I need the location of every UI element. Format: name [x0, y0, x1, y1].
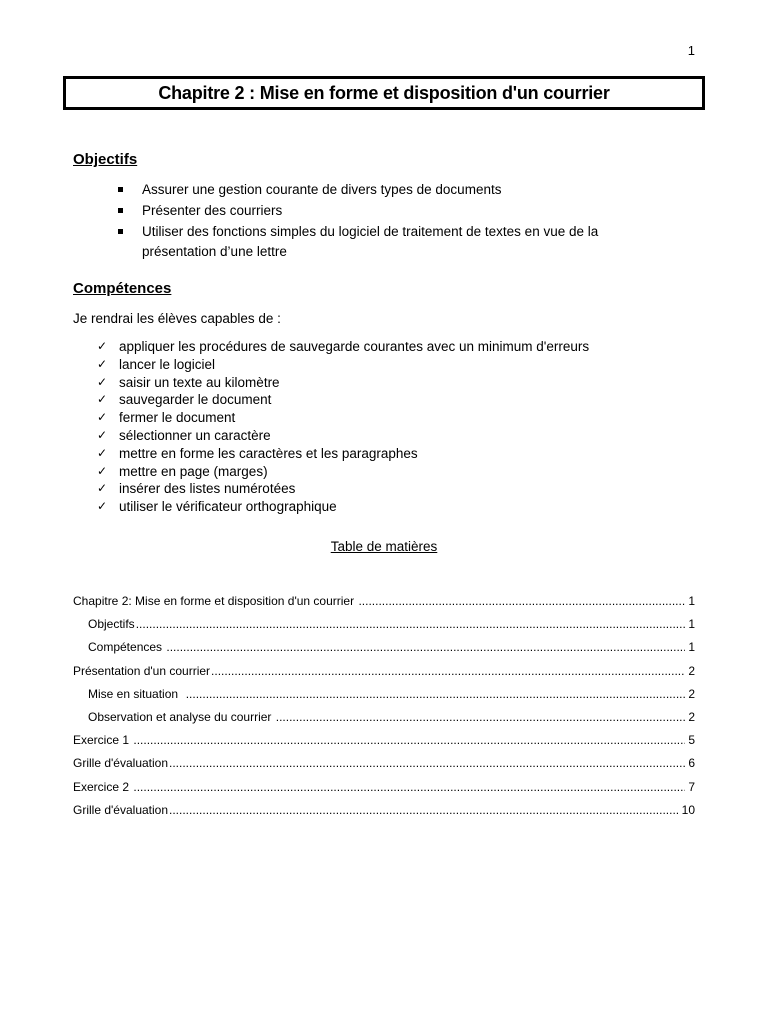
checkmark-icon: ✓ [97, 445, 108, 460]
objectifs-heading: Objectifs [73, 151, 138, 168]
toc-entry[interactable] [73, 780, 695, 803]
toc-entry-label: Exercice 2 [73, 779, 133, 794]
list-item [118, 201, 638, 221]
toc-leader-dots [186, 687, 686, 701]
list-item [118, 222, 638, 262]
toc-entry[interactable] [73, 664, 695, 687]
toc-leader-dots [276, 710, 686, 724]
list-item [97, 338, 589, 356]
competence-text: sélectionner un caractère [119, 427, 271, 443]
list-item [118, 180, 638, 200]
toc-entry-label: Grille d'évaluation [73, 802, 169, 817]
toc-title: Table de matières [330, 539, 438, 554]
competence-text: mettre en page (marges) [119, 463, 268, 479]
toc-leader-dots [358, 594, 685, 608]
toc-entry[interactable] [73, 640, 695, 663]
toc-entry[interactable] [73, 756, 695, 779]
toc-leader-dots [166, 640, 685, 654]
competence-text: mettre en forme les caractères et les paragraphes [119, 445, 418, 461]
toc-entry-page: 1 [688, 617, 695, 632]
toc-entry-page: 2 [688, 663, 695, 678]
toc-leader-dots [136, 617, 686, 631]
toc-entry-page: 7 [688, 779, 695, 794]
checkmark-icon: ✓ [97, 410, 108, 425]
list-item [97, 498, 589, 516]
toc-leader-dots [169, 756, 685, 770]
list-item [97, 445, 589, 463]
list-item [97, 356, 589, 374]
checkmark-icon: ✓ [97, 481, 108, 496]
square-bullet-icon [118, 208, 123, 213]
competence-text: saisir un texte au kilomètre [119, 374, 280, 390]
list-item [97, 391, 589, 409]
objectif-text: Présenter des courriers [142, 203, 283, 218]
toc-entry-label: Grille d'évaluation [73, 756, 169, 771]
checkmark-icon: ✓ [97, 392, 108, 407]
toc-entry-label: Observation et analyse du courrier [88, 709, 275, 724]
toc-entry-page: 2 [688, 709, 695, 724]
toc-leader-dots [211, 664, 685, 678]
toc-entry-page: 10 [681, 802, 695, 817]
toc-entry-label: Présentation d'un courrier [73, 663, 211, 678]
square-bullet-icon [118, 187, 123, 192]
toc-entry[interactable] [73, 594, 695, 617]
toc-leader-dots [169, 803, 679, 817]
list-item [97, 480, 589, 498]
competences-list [97, 338, 589, 516]
toc-entry[interactable] [73, 733, 695, 756]
toc-entry-label: Objectifs [88, 617, 135, 632]
competence-text: appliquer les procédures de sauvegarde courantes avec un minimum d'erreurs [119, 339, 590, 354]
toc-entry-label: Compétences [88, 640, 166, 655]
toc-entry-label: Exercice 1 [73, 733, 133, 748]
list-item [97, 463, 589, 481]
competence-text: sauvegarder le document [119, 392, 272, 408]
competences-heading: Compétences [73, 280, 172, 297]
list-item [97, 374, 589, 392]
checkmark-icon: ✓ [97, 427, 108, 442]
competences-intro: Je rendrai les élèves capables de : [73, 311, 281, 326]
toc-entry-page: 6 [688, 756, 695, 771]
competence-text: utiliser le vérificateur orthographique [119, 499, 337, 515]
checkmark-icon: ✓ [97, 374, 108, 389]
square-bullet-icon [118, 229, 123, 234]
toc-entry[interactable] [73, 710, 695, 733]
competence-text: fermer le document [119, 410, 236, 426]
toc-entry[interactable] [73, 617, 695, 640]
toc-entry-page: 1 [688, 640, 695, 655]
toc-entry-label: Chapitre 2: Mise en forme et disposition d'un courrier [73, 594, 358, 608]
competence-text: lancer le logiciel [119, 356, 216, 372]
toc-leader-dots [133, 733, 685, 747]
toc-entry-page: 5 [688, 733, 695, 748]
objectif-text: Utiliser des fonctions simples du logiciel de traitement de textes en vue de la présentation d’une lettre [142, 224, 599, 259]
toc-entry-page: 1 [688, 594, 695, 608]
objectifs-list [118, 180, 638, 263]
toc-leader-dots [133, 780, 685, 794]
list-item [97, 409, 589, 427]
checkmark-icon: ✓ [97, 356, 108, 371]
toc-entry[interactable] [73, 687, 695, 710]
toc-entry-label: Mise en situation [88, 686, 185, 701]
table-of-contents [73, 594, 695, 826]
toc-entry-page: 2 [688, 686, 695, 701]
chapter-title: Chapitre 2 : Mise en forme et disposition d'un courrier [158, 82, 610, 103]
page-number: 1 [687, 43, 695, 58]
list-item [97, 427, 589, 445]
checkmark-icon: ✓ [97, 463, 108, 478]
competence-text: insérer des listes numérotées [119, 481, 296, 497]
checkmark-icon: ✓ [97, 499, 108, 514]
objectif-text: Assurer une gestion courante de divers types de documents [142, 182, 502, 197]
chapter-title-box [63, 76, 705, 110]
toc-entry[interactable] [73, 803, 695, 826]
checkmark-icon: ✓ [97, 339, 108, 353]
